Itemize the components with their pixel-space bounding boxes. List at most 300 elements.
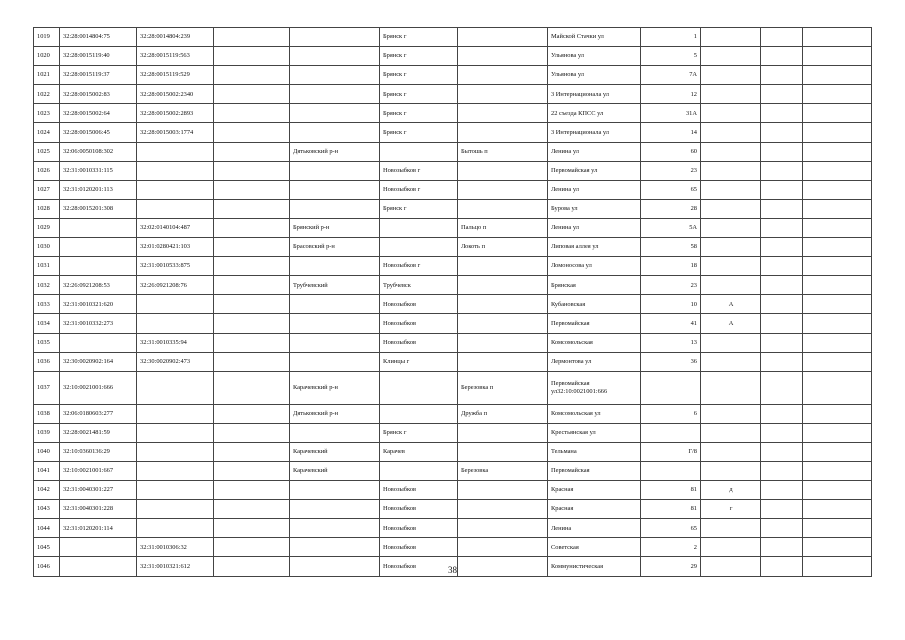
house-number-cell: 10 <box>641 295 701 314</box>
house-number-cell: 14 <box>641 123 701 142</box>
table-row <box>34 85 872 104</box>
house-number-cell: 23 <box>641 161 701 180</box>
letter-cell <box>701 180 761 199</box>
empty-cell <box>214 28 290 47</box>
page-number: 38 <box>448 565 457 575</box>
settlement-cell: Новозыбков <box>380 519 458 538</box>
empty-cell <box>761 180 803 199</box>
district-cell: Трубчевский <box>290 276 380 295</box>
empty-cell <box>214 85 290 104</box>
row-id-cell: 1021 <box>34 66 60 85</box>
letter-cell <box>701 442 761 461</box>
district-cell <box>290 28 380 47</box>
district-cell: Брасовский р-н <box>290 238 380 257</box>
settlement-cell: Брянск г <box>380 66 458 85</box>
building-cadastral-number-cell <box>137 404 214 423</box>
cadastral-number-cell: 32:31:0120201:113 <box>60 180 137 199</box>
empty-cell <box>214 257 290 276</box>
street-cell: Ульянова ул <box>548 66 641 85</box>
row-id-cell: 1043 <box>34 500 60 519</box>
settlement-cell: Брянск г <box>380 104 458 123</box>
district-cell: Карачевский р-н <box>290 371 380 404</box>
empty-cell <box>214 161 290 180</box>
empty-cell <box>761 333 803 352</box>
table-row <box>34 104 872 123</box>
cadastral-number-cell: 32:06:0180603:277 <box>60 404 137 423</box>
empty-cell <box>214 199 290 218</box>
letter-cell <box>701 123 761 142</box>
empty-cell <box>803 199 872 218</box>
empty-cell <box>761 257 803 276</box>
locality-cell <box>458 47 548 66</box>
row-id-cell: 1022 <box>34 85 60 104</box>
table-row <box>34 371 872 404</box>
building-cadastral-number-cell <box>137 442 214 461</box>
settlement-cell: Брянск г <box>380 423 458 442</box>
cadastral-number-cell: 32:28:0021481:59 <box>60 423 137 442</box>
row-id-cell: 1030 <box>34 238 60 257</box>
letter-cell <box>701 28 761 47</box>
settlement-cell: Новозыбков <box>380 481 458 500</box>
empty-cell <box>761 404 803 423</box>
empty-cell <box>761 66 803 85</box>
street-cell: Ленина <box>548 519 641 538</box>
empty-cell <box>214 104 290 123</box>
settlement-cell: Брянск г <box>380 123 458 142</box>
street-cell: Ленина ул <box>548 142 641 161</box>
empty-cell <box>761 442 803 461</box>
empty-cell <box>803 295 872 314</box>
district-cell <box>290 519 380 538</box>
cadastral-number-cell: 32:28:0015002:64 <box>60 104 137 123</box>
building-cadastral-number-cell <box>137 180 214 199</box>
empty-cell <box>214 500 290 519</box>
street-cell: Майской Стачки ул <box>548 28 641 47</box>
cadastral-number-cell: 32:06:0050108:302 <box>60 142 137 161</box>
empty-cell <box>803 28 872 47</box>
locality-cell <box>458 104 548 123</box>
building-cadastral-number-cell: 32:28:0015003:1774 <box>137 123 214 142</box>
locality-cell: Дружба п <box>458 404 548 423</box>
empty-cell <box>214 333 290 352</box>
locality-cell: Березовка <box>458 461 548 480</box>
house-number-cell: 12 <box>641 85 701 104</box>
street-cell: Первомайская <box>548 461 641 480</box>
empty-cell <box>761 481 803 500</box>
empty-cell <box>803 66 872 85</box>
table-row <box>34 481 872 500</box>
building-cadastral-number-cell: 32:28:0015002:2340 <box>137 85 214 104</box>
empty-cell <box>803 161 872 180</box>
row-id-cell: 1028 <box>34 199 60 218</box>
street-cell: Бурова ул <box>548 199 641 218</box>
building-cadastral-number-cell: 32:28:0014804:239 <box>137 28 214 47</box>
locality-cell <box>458 352 548 371</box>
settlement-cell <box>380 371 458 404</box>
street-cell: Ульянова ул <box>548 47 641 66</box>
district-cell <box>290 85 380 104</box>
table-row <box>34 142 872 161</box>
empty-cell <box>803 314 872 333</box>
letter-cell <box>701 461 761 480</box>
house-number-cell: 60 <box>641 142 701 161</box>
house-number-cell: 5 <box>641 47 701 66</box>
empty-cell <box>761 85 803 104</box>
street-cell: Советская <box>548 538 641 557</box>
settlement-cell <box>380 404 458 423</box>
building-cadastral-number-cell: 32:28:0015002:2893 <box>137 104 214 123</box>
cadastral-number-cell: 32:31:0120201:114 <box>60 519 137 538</box>
district-cell <box>290 352 380 371</box>
house-number-cell: 81 <box>641 500 701 519</box>
street-cell: Лермонтова ул <box>548 352 641 371</box>
empty-cell <box>214 66 290 85</box>
building-cadastral-number-cell <box>137 142 214 161</box>
table-row <box>34 66 872 85</box>
empty-cell <box>803 104 872 123</box>
house-number-cell <box>641 423 701 442</box>
letter-cell <box>701 238 761 257</box>
street-cell: Коммунистическая <box>548 557 641 576</box>
row-id-cell: 1019 <box>34 28 60 47</box>
table-row <box>34 500 872 519</box>
house-number-cell: 5А <box>641 218 701 237</box>
cadastral-number-cell: 32:31:0010331:115 <box>60 161 137 180</box>
row-id-cell: 1045 <box>34 538 60 557</box>
house-number-cell: 31А <box>641 104 701 123</box>
settlement-cell: Карачев <box>380 442 458 461</box>
house-number-cell: 41 <box>641 314 701 333</box>
empty-cell <box>761 461 803 480</box>
cadastral-number-cell <box>60 333 137 352</box>
building-cadastral-number-cell <box>137 199 214 218</box>
building-cadastral-number-cell: 32:31:0010321:612 <box>137 557 214 576</box>
row-id-cell: 1042 <box>34 481 60 500</box>
cadastral-number-cell <box>60 257 137 276</box>
building-cadastral-number-cell: 32:31:0010335:94 <box>137 333 214 352</box>
empty-cell <box>803 218 872 237</box>
house-number-cell: 13 <box>641 333 701 352</box>
street-cell: 3 Интернационала ул <box>548 85 641 104</box>
empty-cell <box>214 371 290 404</box>
cadastral-number-cell <box>60 538 137 557</box>
settlement-cell: Брянск г <box>380 47 458 66</box>
locality-cell <box>458 500 548 519</box>
street-cell: Комсомольская <box>548 333 641 352</box>
settlement-cell: Новозыбков г <box>380 161 458 180</box>
locality-cell <box>458 314 548 333</box>
table-row <box>34 218 872 237</box>
empty-cell <box>803 538 872 557</box>
empty-cell <box>761 423 803 442</box>
cadastral-number-cell: 32:10:0021001:667 <box>60 461 137 480</box>
settlement-cell: Новозыбков <box>380 295 458 314</box>
settlement-cell: Брянск г <box>380 85 458 104</box>
locality-cell: Бытошь п <box>458 142 548 161</box>
district-cell: Карачевский <box>290 442 380 461</box>
cadastral-number-cell: 32:10:0360136:29 <box>60 442 137 461</box>
street-cell: Красная <box>548 481 641 500</box>
building-cadastral-number-cell <box>137 500 214 519</box>
district-cell <box>290 295 380 314</box>
settlement-cell: Новозыбков <box>380 333 458 352</box>
settlement-cell <box>380 142 458 161</box>
street-cell: Липовая аллея ул <box>548 238 641 257</box>
letter-cell: А <box>701 314 761 333</box>
letter-cell <box>701 371 761 404</box>
letter-cell <box>701 142 761 161</box>
cadastral-number-cell: 32:30:0020902:164 <box>60 352 137 371</box>
locality-cell <box>458 295 548 314</box>
letter-cell <box>701 257 761 276</box>
house-number-cell: 29 <box>641 557 701 576</box>
empty-cell <box>214 295 290 314</box>
table-row <box>34 423 872 442</box>
street-cell: Кубановская <box>548 295 641 314</box>
row-id-cell: 1025 <box>34 142 60 161</box>
street-cell: Брянская <box>548 276 641 295</box>
table-row <box>34 461 872 480</box>
empty-cell <box>803 352 872 371</box>
district-cell <box>290 500 380 519</box>
cadastral-number-cell: 32:31:0010321:620 <box>60 295 137 314</box>
settlement-cell: Брянск г <box>380 28 458 47</box>
district-cell <box>290 333 380 352</box>
row-id-cell: 1023 <box>34 104 60 123</box>
street-cell: Комсомольская ул <box>548 404 641 423</box>
empty-cell <box>803 333 872 352</box>
letter-cell: д <box>701 481 761 500</box>
empty-cell <box>761 28 803 47</box>
address-table <box>33 27 872 577</box>
empty-cell <box>761 161 803 180</box>
letter-cell <box>701 404 761 423</box>
row-id-cell: 1029 <box>34 218 60 237</box>
table-row <box>34 199 872 218</box>
building-cadastral-number-cell <box>137 461 214 480</box>
empty-cell <box>761 123 803 142</box>
building-cadastral-number-cell: 32:26:0921208:76 <box>137 276 214 295</box>
locality-cell <box>458 519 548 538</box>
locality-cell <box>458 180 548 199</box>
row-id-cell: 1041 <box>34 461 60 480</box>
empty-cell <box>803 404 872 423</box>
street-cell: Тельмана <box>548 442 641 461</box>
district-cell <box>290 123 380 142</box>
locality-cell <box>458 276 548 295</box>
district-cell: Дятьковский р-н <box>290 142 380 161</box>
settlement-cell: Новозыбков г <box>380 257 458 276</box>
house-number-cell: 58 <box>641 238 701 257</box>
settlement-cell <box>380 238 458 257</box>
table-row <box>34 238 872 257</box>
letter-cell <box>701 66 761 85</box>
table-row <box>34 257 872 276</box>
empty-cell <box>214 519 290 538</box>
district-cell: Карачевский <box>290 461 380 480</box>
settlement-cell: Брянск г <box>380 199 458 218</box>
settlement-cell: Новозыбков г <box>380 180 458 199</box>
cadastral-number-cell: 32:28:0015119:40 <box>60 47 137 66</box>
locality-cell <box>458 257 548 276</box>
building-cadastral-number-cell: 32:31:0010533:875 <box>137 257 214 276</box>
cadastral-number-cell: 32:31:0040301:228 <box>60 500 137 519</box>
district-cell: Брянский р-н <box>290 218 380 237</box>
settlement-cell <box>380 461 458 480</box>
empty-cell <box>761 519 803 538</box>
street-cell: Ломоносова ул <box>548 257 641 276</box>
cadastral-number-cell: 32:28:0015002:83 <box>60 85 137 104</box>
row-id-cell: 1027 <box>34 180 60 199</box>
street-cell: Ленина ул <box>548 180 641 199</box>
district-cell: Дятьковский р-н <box>290 404 380 423</box>
table-row <box>34 442 872 461</box>
letter-cell <box>701 423 761 442</box>
empty-cell <box>214 481 290 500</box>
building-cadastral-number-cell: 32:31:0010306:32 <box>137 538 214 557</box>
row-id-cell: 1034 <box>34 314 60 333</box>
empty-cell <box>803 519 872 538</box>
empty-cell <box>803 461 872 480</box>
locality-cell <box>458 442 548 461</box>
street-cell: Первомайская ул32:10:0021001:666 <box>548 371 641 404</box>
empty-cell <box>214 47 290 66</box>
house-number-cell: 18 <box>641 257 701 276</box>
house-number-cell <box>641 371 701 404</box>
house-number-cell: 65 <box>641 180 701 199</box>
empty-cell <box>214 218 290 237</box>
locality-cell <box>458 161 548 180</box>
building-cadastral-number-cell <box>137 161 214 180</box>
building-cadastral-number-cell: 32:28:0015119:529 <box>137 66 214 85</box>
row-id-cell: 1033 <box>34 295 60 314</box>
house-number-cell: 1 <box>641 28 701 47</box>
row-id-cell: 1036 <box>34 352 60 371</box>
district-cell <box>290 314 380 333</box>
locality-cell <box>458 85 548 104</box>
building-cadastral-number-cell: 32:28:0015119:563 <box>137 47 214 66</box>
street-cell: 3 Интернационала ул <box>548 123 641 142</box>
empty-cell <box>214 423 290 442</box>
row-id-cell: 1020 <box>34 47 60 66</box>
building-cadastral-number-cell <box>137 519 214 538</box>
row-id-cell: 1039 <box>34 423 60 442</box>
letter-cell <box>701 538 761 557</box>
street-cell: Первомайская ул <box>548 161 641 180</box>
building-cadastral-number-cell: 32:30:0020902:473 <box>137 352 214 371</box>
empty-cell <box>803 142 872 161</box>
table-row <box>34 47 872 66</box>
district-cell <box>290 481 380 500</box>
empty-cell <box>214 538 290 557</box>
building-cadastral-number-cell <box>137 481 214 500</box>
district-cell <box>290 47 380 66</box>
empty-cell <box>761 352 803 371</box>
district-cell <box>290 423 380 442</box>
district-cell <box>290 538 380 557</box>
empty-cell <box>761 500 803 519</box>
cadastral-number-cell <box>60 218 137 237</box>
letter-cell <box>701 352 761 371</box>
district-cell <box>290 104 380 123</box>
table-row <box>34 404 872 423</box>
street-cell: 22 съезда КПСС ул <box>548 104 641 123</box>
building-cadastral-number-cell <box>137 295 214 314</box>
empty-cell <box>761 47 803 66</box>
house-number-cell: Г/8 <box>641 442 701 461</box>
locality-cell: Березовка п <box>458 371 548 404</box>
empty-cell <box>214 238 290 257</box>
letter-cell: г <box>701 500 761 519</box>
house-number-cell: 23 <box>641 276 701 295</box>
settlement-cell: Новозыбков <box>380 557 458 576</box>
cadastral-number-cell: 32:28:0015201:308 <box>60 199 137 218</box>
empty-cell <box>803 85 872 104</box>
empty-cell <box>214 461 290 480</box>
table-row <box>34 123 872 142</box>
street-cell: Красная <box>548 500 641 519</box>
table-row <box>34 314 872 333</box>
empty-cell <box>803 123 872 142</box>
letter-cell <box>701 276 761 295</box>
cadastral-number-cell: 32:31:0010332:273 <box>60 314 137 333</box>
row-id-cell: 1032 <box>34 276 60 295</box>
row-id-cell: 1026 <box>34 161 60 180</box>
empty-cell <box>803 500 872 519</box>
letter-cell <box>701 104 761 123</box>
empty-cell <box>803 423 872 442</box>
cadastral-number-cell: 32:10:0021001:666 <box>60 371 137 404</box>
empty-cell <box>214 404 290 423</box>
table-row <box>34 333 872 352</box>
row-id-cell: 1046 <box>34 557 60 576</box>
cadastral-number-cell: 32:26:0921208:53 <box>60 276 137 295</box>
house-number-cell: 7А <box>641 66 701 85</box>
letter-cell <box>701 333 761 352</box>
building-cadastral-number-cell: 32:01:0280421:103 <box>137 238 214 257</box>
locality-cell <box>458 28 548 47</box>
empty-cell <box>803 257 872 276</box>
letter-cell <box>701 218 761 237</box>
table-body <box>34 28 872 577</box>
cadastral-number-cell: 32:28:0015006:45 <box>60 123 137 142</box>
row-id-cell: 1044 <box>34 519 60 538</box>
building-cadastral-number-cell: 32:02:0140104:487 <box>137 218 214 237</box>
row-id-cell: 1035 <box>34 333 60 352</box>
building-cadastral-number-cell <box>137 371 214 404</box>
locality-cell <box>458 423 548 442</box>
empty-cell <box>214 352 290 371</box>
settlement-cell <box>380 218 458 237</box>
letter-cell <box>701 161 761 180</box>
empty-cell <box>214 442 290 461</box>
letter-cell: А <box>701 295 761 314</box>
cadastral-number-cell: 32:28:0015119:37 <box>60 66 137 85</box>
cadastral-number-cell: 32:31:0040301:227 <box>60 481 137 500</box>
house-number-cell: 81 <box>641 481 701 500</box>
empty-cell <box>761 218 803 237</box>
locality-cell <box>458 333 548 352</box>
building-cadastral-number-cell <box>137 423 214 442</box>
house-number-cell: 6 <box>641 404 701 423</box>
empty-cell <box>803 238 872 257</box>
locality-cell <box>458 199 548 218</box>
empty-cell <box>214 276 290 295</box>
settlement-cell: Клинцы г <box>380 352 458 371</box>
empty-cell <box>803 276 872 295</box>
empty-cell <box>214 123 290 142</box>
letter-cell <box>701 519 761 538</box>
